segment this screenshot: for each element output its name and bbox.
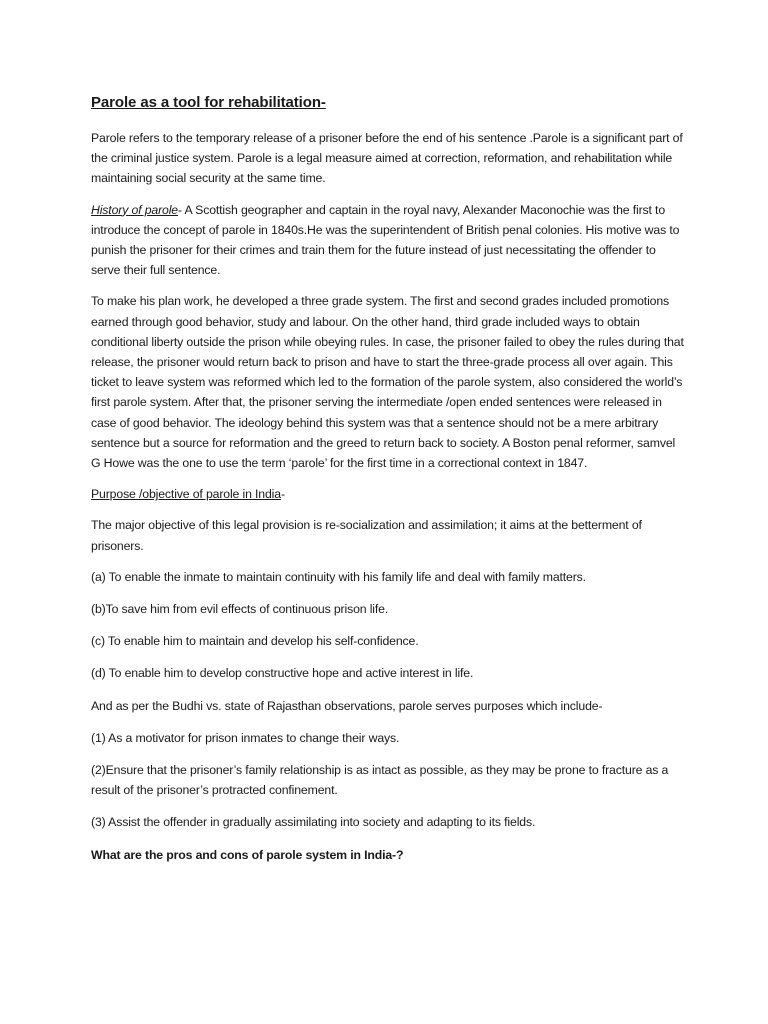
document-page — [91, 92, 685, 876]
objective-item: (b)To save him from evil effects of continuous prison life. — [91, 602, 389, 617]
budhi-point: (3) Assist the offender in gradually assimilating into society and adapting to its fields. — [91, 815, 536, 830]
history-paragraph — [91, 200, 685, 281]
objective-item: (d) To enable him to develop constructive hope and active interest in life. — [91, 666, 474, 681]
document-title: Parole as a tool for rehabilitation- — [91, 94, 326, 111]
history-text: - A Scottish geographer and captain in the royal navy, Alexander Maconochie was the first to introduce the concept of parole in 1840s.He was the superintendent of British penal colonies. His motive was to punish the prisoner for their crimes and train them for the future instead of just necessitating the offender to serve their full sentence. — [91, 202, 680, 278]
purpose-intro: The major objective of this legal provision is re-socialization and assimilation; it aims at the betterment of prisoners. — [91, 518, 642, 553]
intro-paragraph: Parole refers to the temporary release of a prisoner before the end of his sentence .Parole is a significant part of the criminal justice system. Parole is a legal measure aimed at correction, reformation, and rehabilitation while maintaining social security at the same time. — [91, 131, 683, 186]
objective-item: (c) To enable him to maintain and develop his self-confidence. — [91, 634, 419, 649]
budhi-point: (1) As a motivator for prison inmates to change their ways. — [91, 730, 400, 745]
budhi-point: (2)Ensure that the prisoner’s family relationship is as intact as possible, as they may be prone to fracture as a result of the prisoner’s protracted confinement. — [91, 763, 669, 798]
history-label: History of parole — [91, 202, 178, 217]
objective-item: (a) To enable the inmate to maintain continuity with his family life and deal with family matters. — [91, 569, 586, 584]
grade-system-paragraph: To make his plan work, he developed a three grade system. The first and second grades included promotions earned through good behavior, study and labour. On the other hand, third grade included ways to obtain conditional liberty outside the prison while obeying rules. In case, the prisoner failed to obey the rules during that release, the prisoner would return back to prison and have to start the three-grade process all over again. This ticket to leave system was reformed which led to the formation of the parole system, also considered the world’s first parole system. After that, the prisoner serving the intermediate /open ended sentences were released in case of good behavior. The ideology behind this system was that a sentence should not be a mere arbitrary sentence but a source for reformation and the greed to return back to society. A Boston penal reformer, samvel G Howe was the one to use the term ‘parole’ for the first time in a correctional context in 1847. — [91, 294, 684, 471]
purpose-heading-text: Purpose /objective of parole in India — [91, 487, 281, 502]
purpose-heading-suffix: - — [280, 487, 285, 502]
budhi-intro: And as per the Budhi vs. state of Rajasthan observations, parole serves purposes which include- — [91, 698, 603, 713]
purpose-heading — [91, 484, 685, 504]
pros-cons-heading: What are the pros and cons of parole system in India-? — [91, 847, 404, 862]
